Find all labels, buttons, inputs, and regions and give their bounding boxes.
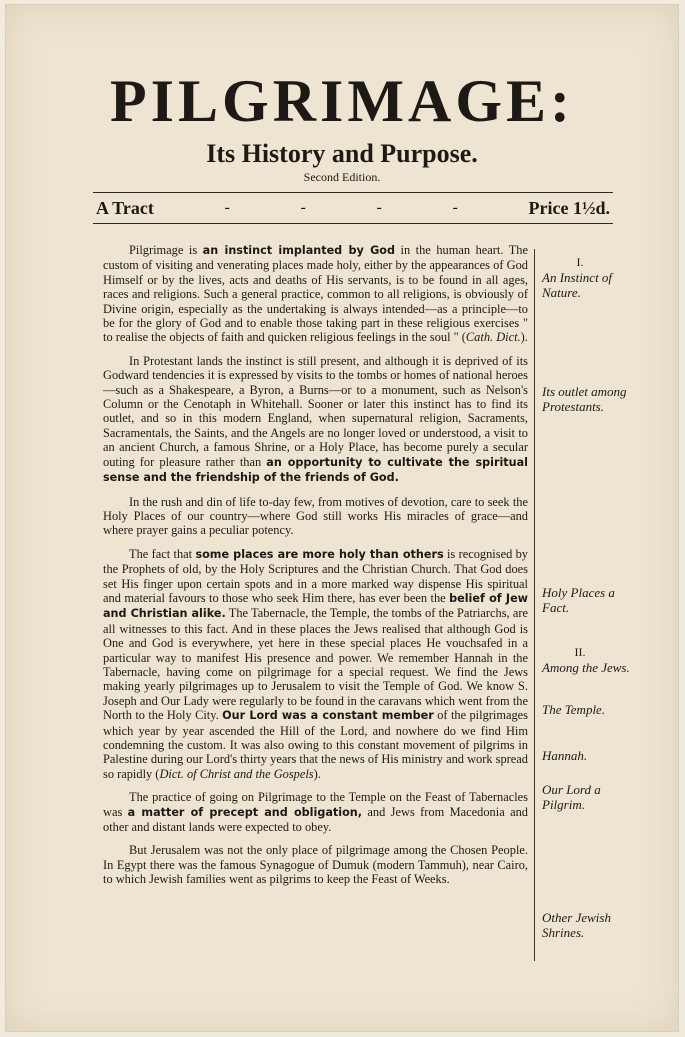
document-subtitle: Its History and Purpose. bbox=[206, 139, 478, 168]
paragraph bbox=[103, 243, 528, 345]
emphasis-text: a matter of precept and obligation, bbox=[127, 805, 362, 819]
section-number: I. bbox=[576, 255, 584, 269]
tract-label: A Tract bbox=[96, 197, 154, 218]
emphasis-text: an instinct implanted by God bbox=[202, 244, 395, 257]
margin-note-text: An Instinct of Nature. bbox=[542, 270, 613, 300]
paragraph bbox=[103, 354, 528, 486]
text-run: of the pilgrimages which year by year ascended the Hill of the Lord, and nowhere do we find Him condemning the custom. It was also owing to this constant movement of pilgrims in Palestine during our Lord's thirty years that the news of His ministry and work spread so rapidly ( bbox=[103, 708, 528, 781]
dash-separator: - bbox=[452, 199, 458, 216]
text-run: is recognised by the Prophets of old, by the Holy Scriptures and the Christian Church. That God does set His finger upon certain spots and in a more marked way dispense His spiritual and material favours to those who seek Him there, has ever been the bbox=[103, 546, 528, 605]
margin-note-text: The Temple. bbox=[542, 702, 606, 717]
tract-page bbox=[5, 4, 679, 1032]
emphasis-text: belief of Jew and Christian alike. bbox=[103, 591, 528, 621]
text-run: In Protestant lands the instinct is still present, and although it is deprived of its Godward tendencies it is expressed by visits to the tombs or homes of national heroes—such as a Shakespeare, a Byron, a Burns—or to a monument, such as Nelson's Column or the Cenotaph in Whitehall. Sooner or later this instinct has to find its outlet, and so in this modern England, when supernatural religion, Sacraments, Sacramentals, the Saints, and the Angels are no longer loved or understood, a visit to an ancient Church, a famous Shrine, or a Holy Place, has become purely a secular outing for pleasure rather than bbox=[103, 353, 528, 469]
text-run: in the human heart. The custom of visiting and venerating places made holy, either by the appearances of God Himself or by the lives, acts and deaths of His servants, is to be found in all ages, races and religions. Such a general practice, common to all religions, is obviously of Divine origin, especially as the undertaking is always intended—as a principle—to be for the glory of God and to enable those taking part in these religious exercises " to realise the objects of faith and quicken religious feelings in the soul " ( bbox=[103, 243, 528, 345]
document-title: PILGRIMAGE: bbox=[110, 68, 574, 134]
emphasis-text: an opportunity to cultivate the spiritual sense and the friendship of the friends of God. bbox=[103, 455, 528, 485]
margin-note bbox=[542, 384, 642, 414]
citation-text: Dict. of Christ and the Gospels bbox=[159, 766, 314, 781]
dash-separator: - bbox=[376, 199, 382, 216]
margin-note-text: Among the Jews. bbox=[542, 660, 630, 675]
text-run: and Jews from Macedonia and other and distant lands were expected to obey. bbox=[103, 804, 528, 835]
top-rule bbox=[93, 192, 613, 193]
emphasis-text: some places are more holy than others bbox=[195, 547, 444, 561]
citation-text: Cath. Dict. bbox=[465, 330, 521, 345]
edition-note: Second Edition. bbox=[303, 170, 381, 184]
bottom-rule bbox=[93, 223, 613, 224]
text-run: Pilgrimage is bbox=[129, 243, 203, 257]
margin-note-text: Its outlet among Protestants. bbox=[542, 384, 627, 414]
margin-note-text: Our Lord a Pilgrim. bbox=[542, 782, 601, 812]
text-run: The practice of going on Pilgrimage to the Temple on the Feast of Tabernacles was bbox=[103, 790, 528, 819]
margin-note bbox=[542, 255, 642, 300]
section-number: II. bbox=[574, 645, 586, 659]
margin-note bbox=[542, 782, 642, 812]
dash-separator: - bbox=[224, 199, 230, 216]
tract-price-line bbox=[96, 197, 610, 219]
text-run: The Tabernacle, the Temple, the tombs of the Patriarchs, are all witnesses to this fact. And in these places the Jews realised that although God is One and God is everywhere, yet here in these special places He vouchsafed in a particular way to manifest His presence and power. We remember Hannah in the Tabernacle, having come on pilgrimage for a special request. We find the Jews making yearly pilgrimages up to Jerusalem to visit the Temple of God. We know S. Joseph and Our Lady were regularly to be found in the caravans which went from the North to the Holy City. bbox=[103, 606, 529, 723]
margin-divider bbox=[534, 249, 535, 961]
margin-note bbox=[542, 702, 642, 717]
text-run: The fact that bbox=[129, 546, 196, 561]
emphasis-text: Our Lord was a constant member bbox=[222, 709, 434, 723]
margin-note bbox=[542, 910, 642, 940]
body-text bbox=[103, 243, 528, 896]
margin-note bbox=[542, 585, 642, 615]
margin-note-text: Hannah. bbox=[542, 748, 588, 763]
margin-note bbox=[542, 645, 642, 675]
text-run: But Jerusalem was not the only place of pilgrimage among the Chosen People. In Egypt there was the famous Synagogue of Dumuk (modern Tammuh), near Cairo, to which Jewish families went as pilgrims to keep the Feast of Weeks. bbox=[103, 843, 528, 887]
text-run: ). bbox=[520, 330, 528, 345]
text-run: ). bbox=[313, 766, 321, 781]
text-run: In the rush and din of life to-day few, from motives of devotion, care to seek the Holy Places of our country—where God still works His miracles of grace—and where prayer gains a peculiar potency. bbox=[103, 494, 528, 538]
dash-separator: - bbox=[300, 199, 306, 216]
paragraph bbox=[103, 495, 528, 538]
paragraph bbox=[103, 843, 528, 886]
margin-note bbox=[542, 748, 642, 763]
paragraph bbox=[103, 790, 528, 834]
margin-note-text: Other Jewish Shrines. bbox=[542, 910, 611, 940]
paragraph bbox=[103, 547, 528, 782]
price-label: Price 1½d. bbox=[528, 197, 610, 218]
margin-note-text: Holy Places a Fact. bbox=[542, 585, 615, 615]
